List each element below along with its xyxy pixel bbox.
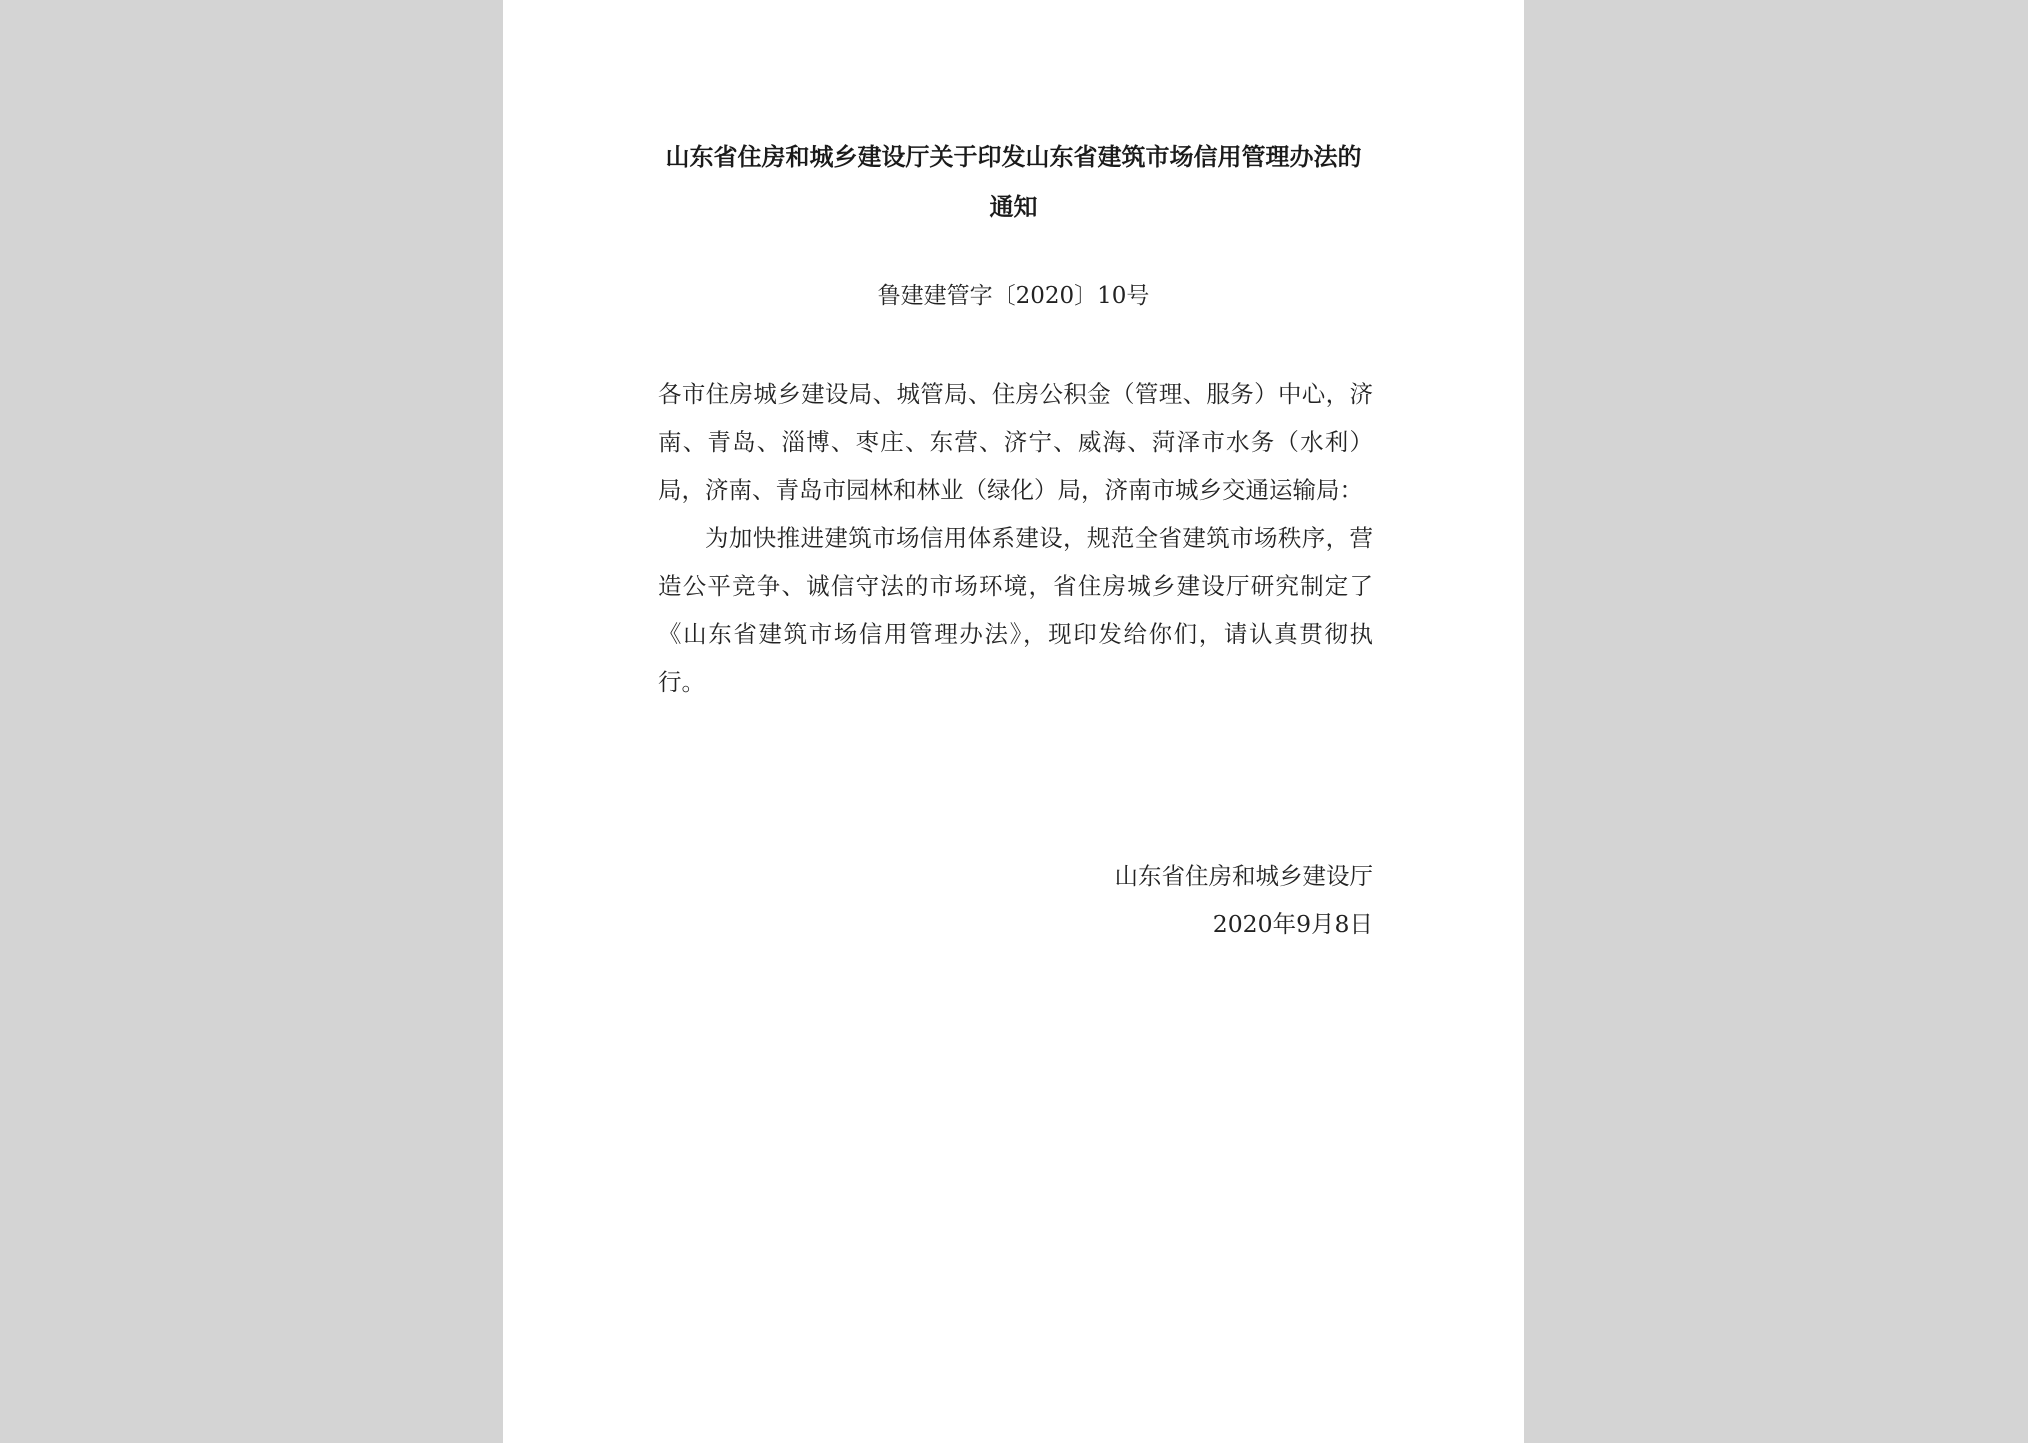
document-body	[658, 370, 1373, 706]
issue-date: 2020年9月8日	[1212, 910, 1373, 938]
signature-block	[658, 852, 1373, 948]
document-title: 山东省住房和城乡建设厅关于印发山东省建筑市场信用管理办法的通知	[665, 143, 1362, 221]
document-number: 鲁建建管字〔2020〕10号	[877, 283, 1150, 309]
issuer-name: 山东省住房和城乡建设厅	[1114, 862, 1373, 890]
body-paragraph: 为加快推进建筑市场信用体系建设，规范全省建筑市场秩序，营造公平竞争、诚信守法的市场环境，省住房城乡建设厅研究制定了《山东省建筑市场信用管理办法》，现印发给你们，请认真贯彻执行。	[658, 524, 1373, 696]
addressees-paragraph: 各市住房城乡建设局、城管局、住房公积金（管理、服务）中心，济南、青岛、淄博、枣庄、东营、济宁、威海、菏泽市水务（水利）局，济南、青岛市园林和林业（绿化）局，济南市城乡交通运输局：	[658, 380, 1373, 504]
document-page	[503, 0, 1524, 1443]
